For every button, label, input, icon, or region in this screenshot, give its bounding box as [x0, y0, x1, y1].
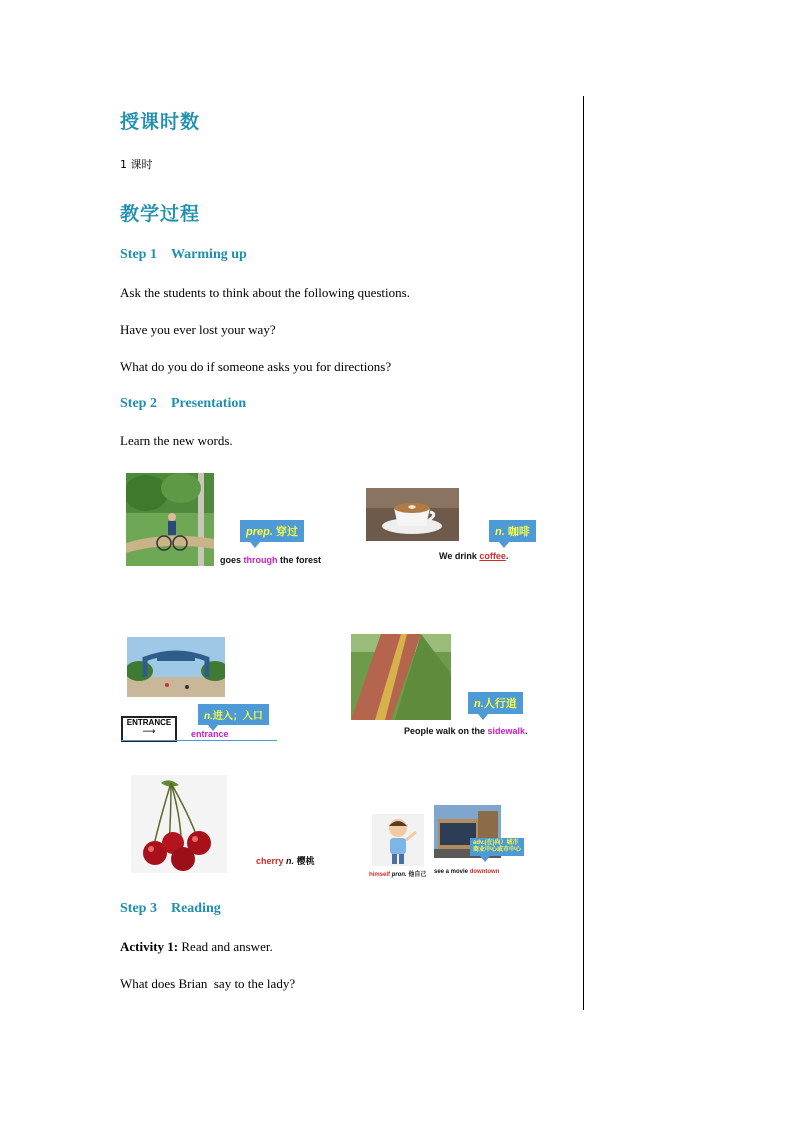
step2-number: Step 2 — [120, 396, 157, 411]
activity-1-label: Activity 1: — [120, 939, 179, 954]
cherry-cn: 樱桃 — [296, 856, 315, 866]
through-caption-pre: goes — [220, 555, 244, 565]
warming-question-1: Have you ever lost your way? — [120, 322, 276, 337]
step2-title: Presentation — [170, 396, 247, 411]
coffee-word: coffee — [479, 551, 506, 561]
step3-number: Step 3 — [120, 901, 157, 916]
coffee-tag-pos: n. — [495, 526, 505, 538]
himself-word: himself — [369, 872, 391, 878]
coffee-tag-cn: 咖啡 — [507, 526, 530, 538]
downtown-tag-line2: 商业中心或市中心 — [473, 847, 522, 853]
sidewalk-image — [351, 634, 451, 720]
coffee-tag — [489, 520, 536, 542]
downtown-tag — [470, 838, 524, 856]
through-tag — [240, 520, 304, 542]
through-tag-cn: 穿过 — [275, 526, 298, 538]
coffee-caption — [439, 551, 508, 561]
hours-value: 1 课时 — [120, 158, 153, 171]
downtown-caption-pre: see a movie — [434, 869, 470, 875]
downtown-tag-line1: adv.(在)向）城市 — [473, 840, 519, 846]
forest-cyclist-image — [126, 473, 214, 566]
step3-title: Reading — [170, 901, 221, 916]
sidewalk-tag-pos: n. — [474, 698, 484, 710]
downtown-word: downtown — [469, 869, 500, 875]
sidewalk-tag-cn: 人行道 — [483, 698, 517, 710]
heading-teaching-hours: 授课时数 — [120, 111, 201, 133]
activity-1-text: Read and answer. — [178, 939, 273, 954]
coffee-cup-image — [366, 488, 459, 541]
column-divider — [583, 96, 584, 1010]
step2-heading — [120, 396, 246, 412]
cherries-image — [131, 775, 227, 873]
through-tag-pos: prep. — [246, 526, 273, 538]
step1-title: Warming up — [170, 247, 247, 262]
boy-image — [372, 814, 424, 866]
presentation-intro: Learn the new words. — [120, 433, 233, 448]
himself-pos: pron. — [391, 872, 407, 878]
cherry-word: cherry — [256, 856, 284, 866]
downtown-caption — [434, 869, 499, 875]
step1-number: Step 1 — [120, 247, 157, 262]
sidewalk-caption — [404, 726, 528, 736]
coffee-caption-pre: We drink — [439, 551, 480, 561]
entrance-tag-pos: n. — [204, 711, 213, 722]
heading-teaching-process: 教学过程 — [120, 203, 201, 225]
warming-intro: Ask the students to think about the following questions. — [120, 285, 410, 300]
entrance-tag — [198, 704, 269, 725]
entrance-sign-text: ENTRANCE — [126, 718, 172, 727]
sidewalk-caption-post: . — [525, 726, 528, 736]
entrance-underline — [121, 740, 277, 741]
coffee-caption-post: . — [505, 551, 509, 561]
arrow-right-icon: ⟶ — [142, 727, 156, 737]
through-caption-post: the forest — [277, 555, 322, 565]
activity-1 — [120, 939, 273, 955]
sidewalk-word: sidewalk — [487, 726, 526, 736]
park-entrance-image — [127, 637, 225, 697]
reading-question: What does Brian say to the lady? — [120, 976, 296, 991]
through-caption — [220, 555, 321, 565]
entrance-word: entrance — [191, 729, 229, 739]
warming-question-2: What do you do if someone asks you for directions? — [120, 359, 392, 374]
himself-cn: 他自己 — [408, 872, 427, 878]
sidewalk-caption-pre: People walk on the — [404, 726, 488, 736]
step1-heading — [120, 247, 247, 263]
himself-caption — [369, 869, 426, 878]
through-word: through — [243, 555, 278, 565]
sidewalk-tag — [468, 692, 523, 714]
step3-heading — [120, 901, 221, 917]
cherry-pos: n. — [286, 856, 295, 866]
entrance-sign — [121, 716, 177, 742]
cherry-caption — [256, 854, 315, 867]
entrance-tag-cn: 进入；入口 — [212, 711, 263, 722]
